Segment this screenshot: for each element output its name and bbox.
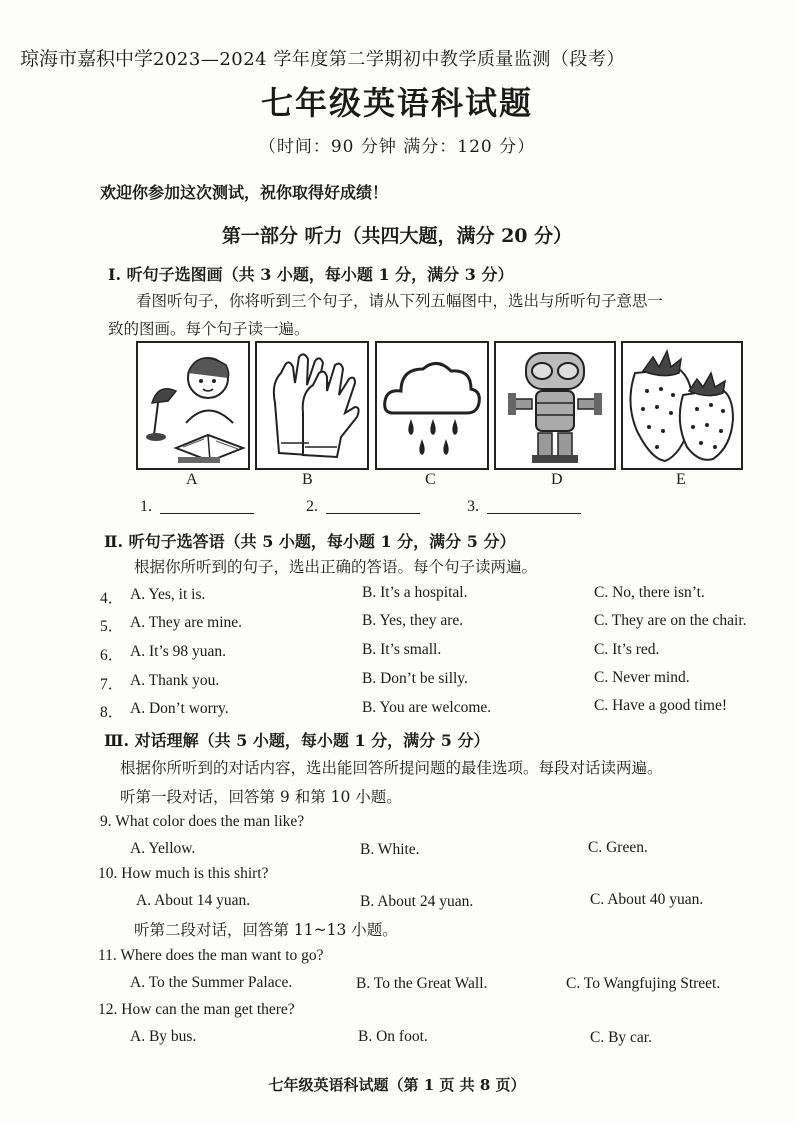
option-b: B. Don’t be silly.	[362, 670, 468, 687]
dialog1-note: 听第一段对话，回答第 9 和第 10 小题。	[120, 788, 402, 806]
picture-label-d: D	[551, 471, 563, 488]
section2-heading: Ⅱ. 听句子选答语（共 5 小题，每小题 1 分，满分 5 分）	[104, 532, 516, 551]
section3-instruction: 根据你所听到的对话内容，选出能回答所提问题的最佳选项。每段对话读两遍。	[120, 759, 663, 777]
section2-instruction: 根据你所听到的句子，选出正确的答语。每个句子读两遍。	[134, 558, 538, 576]
question-stem: 10. How much is this shirt?	[98, 865, 269, 882]
option-c: C. Have a good time!	[594, 697, 728, 714]
option-c: C. It’s red.	[594, 641, 660, 658]
part1-title: 第一部分 听力（共四大题，满分 20 分）	[221, 225, 573, 247]
section1-heading: Ⅰ. 听句子选图画（共 3 小题，每小题 1 分，满分 3 分）	[108, 265, 514, 284]
robot-icon	[496, 343, 614, 468]
picture-c	[375, 341, 489, 470]
answer-blank-number: 2.	[306, 498, 318, 515]
option-a: A. They are mine.	[130, 614, 243, 631]
page-title: 七年级英语科试题	[260, 84, 533, 122]
option-a: A. By bus.	[130, 1028, 197, 1045]
question-number: 5．	[100, 618, 124, 635]
picture-e	[621, 341, 743, 470]
option-a: A. Yellow.	[130, 840, 196, 857]
option-a: A. Don’t worry.	[130, 700, 229, 717]
option-b: B. To the Great Wall.	[356, 975, 488, 992]
option-c: C. Never mind.	[594, 669, 690, 686]
page-footer: 七年级英语科试题（第 1 页 共 8 页）	[268, 1076, 526, 1094]
question-stem: 12. How can the man get there?	[98, 1001, 295, 1018]
question-number: 6．	[100, 647, 124, 664]
option-a: A. Yes, it is.	[130, 586, 206, 603]
picture-label-c: C	[425, 471, 436, 488]
option-b: B. You are welcome.	[362, 699, 492, 716]
question-number: 7．	[100, 676, 124, 693]
section1-instruction-line2: 致的图画。每个句子读一遍。	[108, 320, 310, 338]
question-number: 4．	[100, 590, 124, 607]
picture-label-e: E	[676, 471, 686, 488]
option-b: B. On foot.	[358, 1028, 428, 1045]
answer-blank-2[interactable]	[306, 498, 420, 516]
school-name: 琼海市嘉积中学	[20, 48, 154, 70]
greeting-text: 欢迎你参加这次测试，祝你取得好成绩！	[100, 183, 389, 202]
dialog2-note: 听第二段对话，回答第 11~13 小题。	[134, 921, 398, 939]
exam-line: 2023—2024 学年度第二学期初中教学质量监测（段考）	[153, 49, 625, 70]
answer-blank-number: 1.	[140, 498, 152, 515]
option-c: C. About 40 yuan.	[590, 891, 704, 908]
option-a: A. It’s 98 yuan.	[130, 643, 227, 660]
exam-time-score: （时间：90 分钟 满分：120 分）	[258, 137, 536, 157]
section3-heading: Ⅲ. 对话理解（共 5 小题，每小题 1 分，满分 5 分）	[104, 731, 490, 750]
picture-label-b: B	[302, 471, 313, 488]
picture-d	[494, 341, 616, 470]
strawberries-icon	[623, 343, 741, 468]
option-c: C. Green.	[588, 839, 648, 856]
boy-reading-icon	[138, 343, 248, 468]
option-b: B. About 24 yuan.	[360, 893, 474, 910]
picture-b	[255, 341, 369, 470]
section1-instruction-line1: 看图听句子，你将听到三个句子，请从下列五幅图中，选出与所听句子意思一	[136, 292, 664, 310]
option-c: C. By car.	[590, 1029, 652, 1046]
question-stem: 11. Where does the man want to go?	[98, 947, 324, 964]
option-a: A. To the Summer Palace.	[130, 974, 293, 991]
option-a: A. About 14 yuan.	[136, 892, 251, 909]
rain-cloud-icon	[377, 343, 487, 468]
option-b: B. It’s small.	[362, 641, 442, 658]
option-a: A. Thank you.	[130, 672, 220, 689]
option-c: C. No, there isn’t.	[594, 584, 705, 601]
answer-blank-number: 3.	[467, 498, 479, 515]
option-c: C. To Wangfujing Street.	[566, 975, 721, 992]
option-b: B. Yes, they are.	[362, 612, 464, 629]
answer-blank-3[interactable]	[467, 498, 581, 516]
question-number: 8．	[100, 704, 124, 721]
picture-label-a: A	[186, 471, 198, 488]
picture-a	[136, 341, 250, 470]
option-c: C. They are on the chair.	[594, 612, 747, 629]
option-b: B. It’s a hospital.	[362, 584, 468, 601]
gloves-icon	[257, 343, 367, 468]
answer-blank-1[interactable]	[140, 498, 254, 516]
question-stem: 9. What color does the man like?	[100, 813, 305, 830]
option-b: B. White.	[360, 841, 420, 858]
school-exam-header	[20, 44, 625, 71]
